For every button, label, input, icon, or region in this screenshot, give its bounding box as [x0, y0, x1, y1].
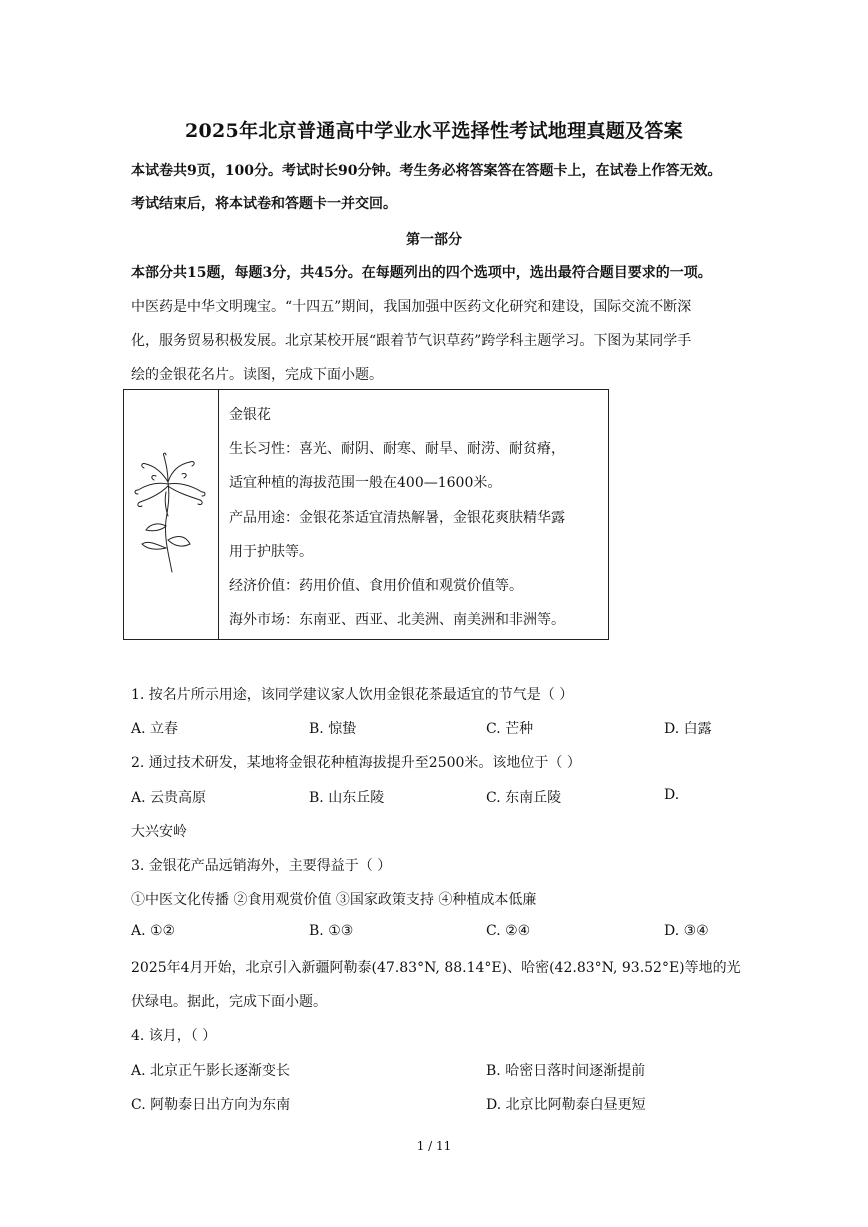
- page-title: 2025年北京普通高中学业水平选择性考试地理真题及答案: [185, 120, 683, 142]
- q3-option-b: B. ①③: [309, 923, 354, 939]
- question-4-stem: 4. 该月，（ ）: [131, 1028, 217, 1044]
- q4-option-d: D. 北京比阿勒泰白昼更短: [486, 1097, 646, 1113]
- card-line-usage-cont: 用于护肤等。: [229, 544, 313, 560]
- q4-option-c: C. 阿勒泰日出方向为东南: [131, 1097, 291, 1113]
- question-2-stem: 2. 通过技术研发，某地将金银花种植海拔提升至2500米。该地位于（ ）: [131, 755, 581, 771]
- q2-option-d-text: 大兴安岭: [131, 824, 187, 840]
- q2-option-a: A. 云贵高原: [131, 790, 207, 806]
- passage1-line-2: 化，服务贸易积极发展。北京某校开展“跟着节气识草药”跨学科主题学习。下图为某同学手: [131, 333, 692, 349]
- q2-option-b: B. 山东丘陵: [309, 790, 385, 806]
- q4-option-b: B. 哈密日落时间逐渐提前: [486, 1063, 646, 1079]
- q3-option-d: D. ③④: [664, 923, 709, 939]
- section-title: 第一部分: [406, 232, 462, 248]
- intro-line-1: 本试卷共9页，100分。考试时长90分钟。考生务必将答案答在答题卡上，在试卷上作答无效。: [131, 163, 722, 179]
- card-divider: [218, 390, 219, 639]
- passage1-line-1: 中医药是中华文明瑰宝。“十四五”期间，我国加强中医药文化研究和建设，国际交流不断深: [131, 299, 692, 315]
- card-line-habit: 生长习性：喜光、耐阴、耐寒、耐旱、耐涝、耐贫瘠，: [229, 441, 565, 457]
- q2-option-d: D.: [664, 787, 680, 803]
- card-line-altitude: 适宜种植的海拔范围一般在400—1600米。: [229, 475, 502, 491]
- page-number: 1 / 11: [416, 1139, 452, 1153]
- q3-option-c: C. ②④: [486, 923, 531, 939]
- q3-choices: ①中医文化传播 ②食用观赏价值 ③国家政策支持 ④种植成本低廉: [131, 892, 537, 908]
- q1-option-c: C. 芒种: [486, 721, 534, 737]
- question-1-stem: 1. 按名片所示用途，该同学建议家人饮用金银花茶最适宜的节气是（ ）: [131, 687, 574, 703]
- q1-option-a: A. 立春: [131, 721, 179, 737]
- card-line-market: 海外市场：东南亚、西亚、北美洲、南美洲和非洲等。: [229, 612, 565, 628]
- q2-option-c: C. 东南丘陵: [486, 790, 562, 806]
- passage1-line-3: 绘的金银花名片。读图，完成下面小题。: [131, 367, 383, 383]
- q1-option-b: B. 惊蛰: [309, 721, 357, 737]
- q1-option-d: D. 白露: [664, 721, 712, 737]
- passage2-line-2: 伏绿电。据此，完成下面小题。: [131, 994, 327, 1010]
- card-line-usage: 产品用途：金银花茶适宜清热解暑，金银花爽肤精华露: [229, 510, 565, 526]
- question-3-stem: 3. 金银花产品远销海外，主要得益于（ ）: [131, 858, 392, 874]
- intro-line-2: 考试结束后，将本试卷和答题卡一并交回。: [131, 196, 397, 212]
- honeysuckle-card: [123, 389, 609, 640]
- honeysuckle-illustration: [128, 452, 214, 578]
- q3-option-a: A. ①②: [131, 923, 176, 939]
- passage2-line-1: 2025年4月开始，北京引入新疆阿勒泰(47.83°N, 88.14°E)、哈密(42.83°N, 93.52°E)等地的光: [131, 960, 741, 976]
- card-line-name: 金银花: [229, 407, 271, 423]
- section-note: 本部分共15题，每题3分，共45分。在每题列出的四个选项中，选出最符合题目要求的一项。: [131, 265, 712, 281]
- q4-option-a: A. 北京正午影长逐渐变长: [131, 1063, 291, 1079]
- card-line-value: 经济价值：药用价值、食用价值和观赏价值等。: [229, 578, 523, 594]
